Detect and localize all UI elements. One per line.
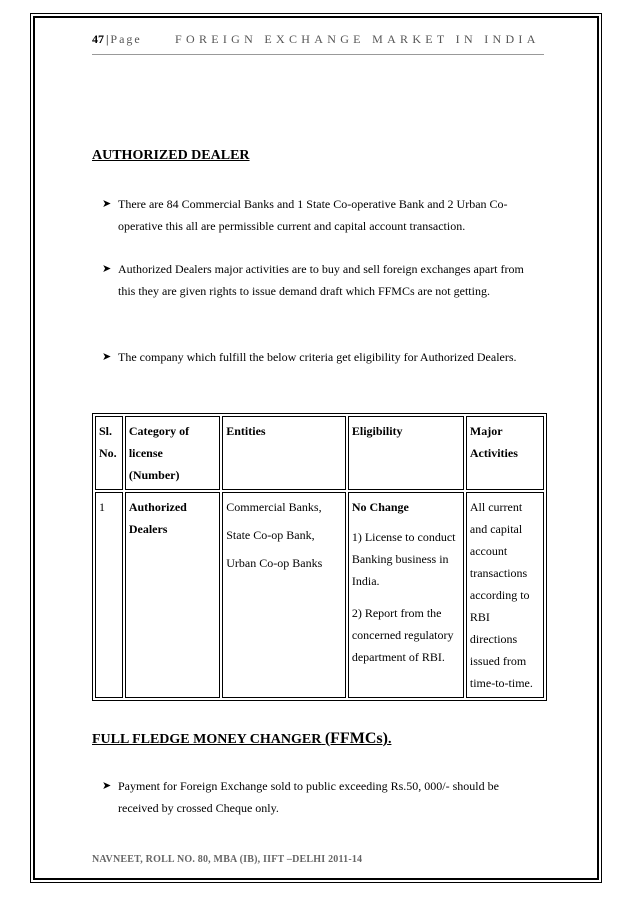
section-heading-authorized-dealer: AUTHORIZED DEALER: [92, 148, 250, 163]
arrow-bullet-icon: ➤: [102, 779, 112, 792]
header-entities: Entities: [222, 416, 346, 490]
header-sl-no: Sl. No.: [95, 416, 123, 490]
header-activities: Major Activities: [466, 416, 544, 490]
table-header-row: [95, 416, 544, 490]
eligibility-item: 2) Report from the concerned regulatory department of RBI.: [351, 606, 454, 664]
bullet-item: [102, 258, 538, 302]
heading-main: FULL FLEDGE MONEY CHANGER: [92, 732, 322, 747]
entity-item: Commercial Banks,: [226, 500, 322, 514]
heading-abbr: (FFMCs): [324, 730, 388, 747]
eligibility-item: 1) License to conduct Banking business in India.: [351, 530, 456, 588]
bullet-text: Payment for Foreign Exchange sold to public exceeding Rs.50, 000/- should be received by crossed Cheque only.: [118, 779, 499, 815]
arrow-bullet-icon: ➤: [102, 350, 112, 363]
heading-end: .: [387, 732, 392, 747]
arrow-bullet-icon: ➤: [102, 197, 112, 210]
header-category: Category of license (Number): [125, 416, 220, 490]
entity-item: Urban Co-op Banks: [226, 556, 323, 570]
cell-category: Authorized Dealers: [125, 492, 220, 698]
arrow-bullet-icon: ➤: [102, 262, 112, 275]
header-separator: |: [106, 32, 109, 46]
bullet-text: There are 84 Commercial Banks and 1 State Co-operative Bank and 2 Urban Co-operative this all are permissible current and capital account transaction.: [118, 197, 508, 233]
cell-eligibility: [348, 492, 464, 698]
page-label: Page: [110, 32, 142, 46]
eligibility-item: No Change: [351, 500, 409, 514]
entity-item: State Co-op Bank,: [226, 528, 315, 542]
table-row: [95, 492, 544, 698]
page-header: [92, 32, 544, 55]
section-heading-ffmc: [92, 730, 391, 748]
bullet-item: [102, 775, 538, 819]
cell-sl-no: 1: [95, 492, 123, 698]
page-footer: NAVNEET, ROLL NO. 80, MBA (IB), IIFT –DELHI 2011-14: [92, 854, 363, 865]
cell-entities: [222, 492, 346, 698]
cell-activities: All current and capital account transactions according to RBI directions issued from time-to-time.: [466, 492, 544, 698]
page-number: 47: [92, 32, 104, 46]
bullet-text: Authorized Dealers major activities are to buy and sell foreign exchanges apart from this they are given rights to issue demand draft which FFMCs are not getting.: [118, 262, 524, 298]
header-eligibility: Eligibility: [348, 416, 464, 490]
bullet-text: The company which fulfill the below criteria get eligibility for Authorized Dealers.: [118, 350, 517, 364]
bullet-item: [102, 346, 538, 368]
header-title: FOREIGN EXCHANGE MARKET IN INDIA: [175, 32, 540, 46]
bullet-item: [102, 193, 538, 237]
eligibility-table: [92, 413, 547, 701]
